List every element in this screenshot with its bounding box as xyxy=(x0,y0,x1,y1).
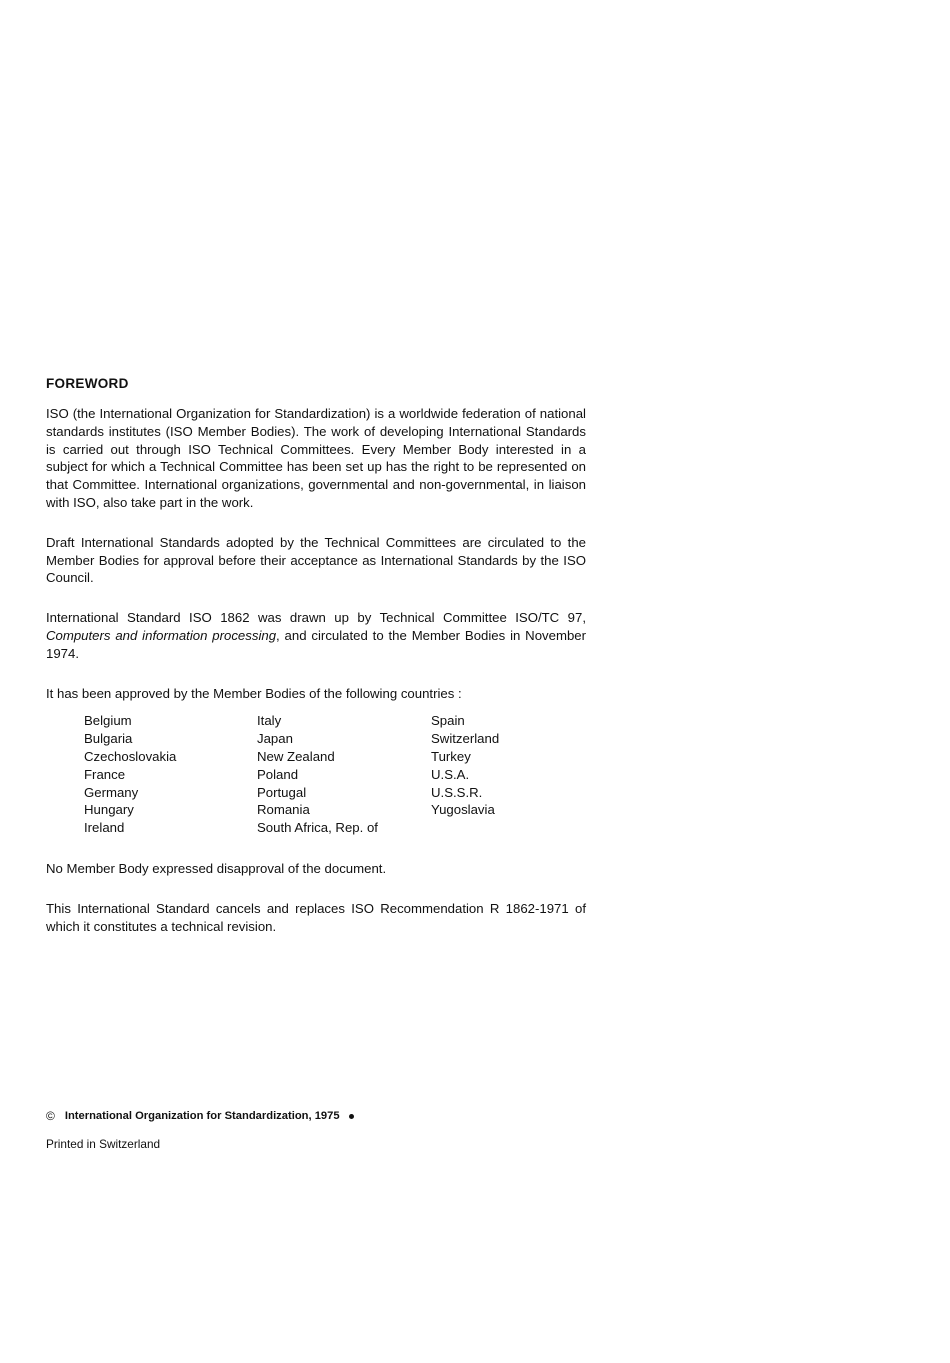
copyright-icon: © xyxy=(46,1109,55,1123)
country-item: U.S.A. xyxy=(431,766,470,782)
foreword-section xyxy=(46,376,586,958)
paragraph-cancels-replaces: This International Standard cancels and replaces ISO Recommendation R 1862-1971 of which it constitutes a technical revision. xyxy=(46,901,586,934)
country-item: South Africa, Rep. of xyxy=(257,820,378,836)
country-column-1 xyxy=(84,712,176,837)
country-item: U.S.S.R. xyxy=(431,784,483,800)
paragraph-draft-standards: Draft International Standards adopted by the Technical Committees are circulated to the Member Bodies for approval before their acceptance as International Standards by the ISO Council. xyxy=(46,534,586,586)
country-item: Yugoslavia xyxy=(431,802,495,818)
tc-text-before: International Standard ISO 1862 was drawn up by Technical Committee ISO/TC 97, xyxy=(46,610,586,626)
paragraph-iso-description: ISO (the International Organization for Standardization) is a worldwide federation of national standards institutes (ISO Member Bodies). The work of developing International Standards is carried out through ISO Technical Committees. Every Member Body interested in a subject for which a Technical Committee has been set up has the right to be represented on that Committee. International organizations, governmental and non-governmental, in liaison with ISO, also take part in the work. xyxy=(46,406,586,510)
paragraph-technical-committee xyxy=(46,609,586,662)
country-item: New Zealand xyxy=(257,748,335,764)
foreword-heading: FOREWORD xyxy=(46,376,129,391)
country-item: Germany xyxy=(84,784,139,800)
tc-title-italic: Computers and information processing xyxy=(46,627,277,643)
country-item: Bulgaria xyxy=(84,731,133,747)
country-column-3 xyxy=(431,712,499,819)
country-item: Ireland xyxy=(84,820,125,836)
copyright-text: International Organization for Standardization, 1975 xyxy=(64,1110,340,1122)
country-item: Italy xyxy=(257,713,282,729)
country-list xyxy=(84,712,586,838)
paragraph-approval-intro: It has been approved by the Member Bodies of the following countries : xyxy=(46,685,462,701)
page-footer xyxy=(46,1109,354,1151)
copyright-line xyxy=(46,1109,354,1123)
bullet-icon xyxy=(349,1114,354,1119)
country-item: Czechoslovakia xyxy=(84,748,177,764)
printed-in-text: Printed in Switzerland xyxy=(46,1137,161,1151)
country-item: Romania xyxy=(257,802,310,818)
paragraph-no-disapproval: No Member Body expressed disapproval of the document. xyxy=(46,861,387,877)
country-column-2 xyxy=(257,712,378,837)
country-item: Portugal xyxy=(257,784,307,800)
country-item: Switzerland xyxy=(431,731,500,747)
country-item: Belgium xyxy=(84,713,132,729)
country-item: Spain xyxy=(431,713,465,729)
country-item: Turkey xyxy=(431,748,471,764)
country-item: Poland xyxy=(257,766,299,782)
country-item: Hungary xyxy=(84,802,134,818)
country-item: France xyxy=(84,766,126,782)
tc-text-after: , and circulated to the Member Bodies in November 1974. xyxy=(46,627,587,661)
country-item: Japan xyxy=(257,731,293,747)
